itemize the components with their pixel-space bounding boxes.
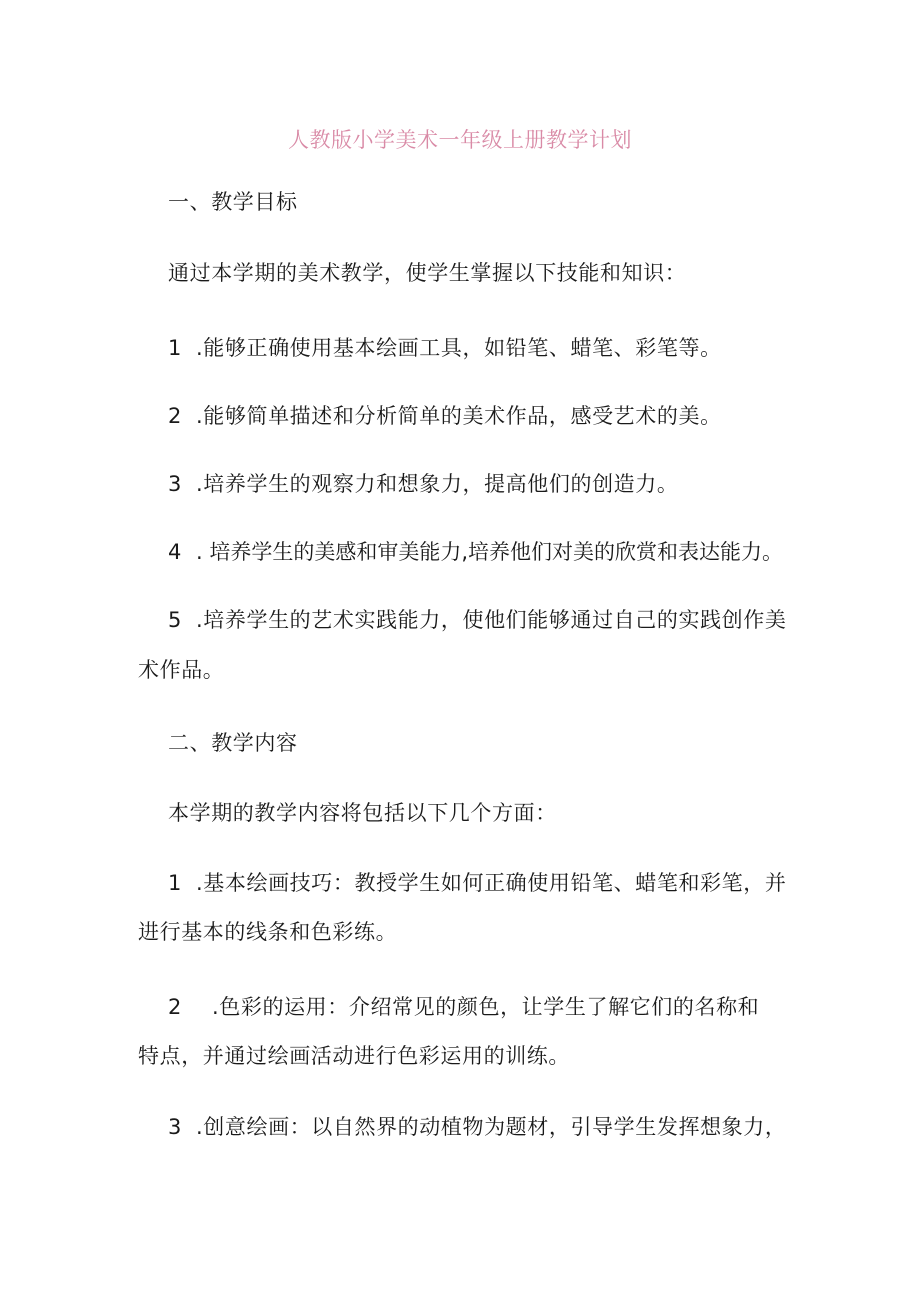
- list-item-content-3: [168, 1112, 786, 1142]
- list-number: 2: [168, 404, 182, 428]
- list-number: 1: [168, 871, 182, 895]
- list-item-goal-5-continuation: 术作品。: [138, 658, 225, 682]
- list-text: .色彩的运用：介绍常见的颜色，让学生了解它们的名称和: [212, 995, 760, 1019]
- list-item-goal-5: [168, 605, 786, 635]
- list-item-goal-4: [168, 537, 783, 567]
- list-item-content-2-continuation: 特点，并通过绘画活动进行色彩运用的训练。: [138, 1044, 570, 1068]
- list-item-goal-2: [168, 401, 722, 431]
- list-text: .创意绘画：以自然界的动植物为题材，引导学生发挥想象力，: [196, 1115, 787, 1139]
- list-text: .基本绘画技巧：教授学生如何正确使用铅笔、蜡笔和彩笔，并: [196, 871, 787, 895]
- list-text: . 培养学生的美感和审美能力,培养他们对美的欣赏和表达能力。: [196, 540, 784, 564]
- document-title: 人教版小学美术一年级上册教学计划: [288, 128, 632, 152]
- list-number: 5: [168, 608, 182, 632]
- section-intro-content: 本学期的教学内容将包括以下几个方面：: [168, 801, 557, 825]
- list-item-goal-3: [168, 469, 678, 499]
- list-number: 4: [168, 540, 182, 564]
- list-item-content-1: [168, 868, 786, 898]
- list-item-content-2: [168, 992, 759, 1022]
- section-heading-goals: 一、教学目标: [168, 190, 298, 214]
- list-text: .培养学生的艺术实践能力，使他们能够通过自己的实践创作美: [196, 608, 787, 632]
- section-intro-goals: 通过本学期的美术教学，使学生掌握以下技能和知识：: [168, 261, 687, 285]
- list-text: .培养学生的观察力和想象力，提高他们的创造力。: [196, 472, 679, 496]
- section-heading-content: 二、教学内容: [168, 731, 298, 755]
- list-item-content-1-continuation: 进行基本的线条和色彩练。: [138, 920, 398, 944]
- list-number: 2: [168, 995, 182, 1019]
- list-text: .能够正确使用基本绘画工具，如铅笔、蜡笔、彩笔等。: [196, 336, 722, 360]
- list-number: 3: [168, 472, 182, 496]
- list-number: 1: [168, 336, 182, 360]
- list-item-goal-1: [168, 333, 722, 363]
- list-number: 3: [168, 1115, 182, 1139]
- list-text: .能够简单描述和分析简单的美术作品，感受艺术的美。: [196, 404, 722, 428]
